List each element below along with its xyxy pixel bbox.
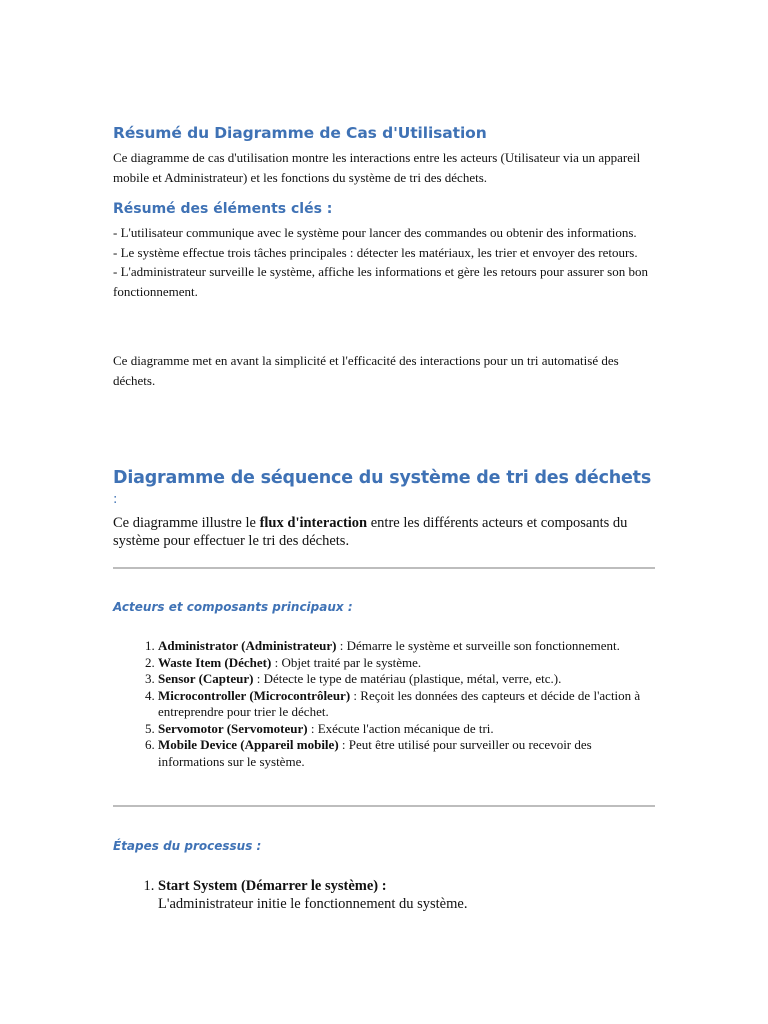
step-desc: L'administrateur initie le fonctionnement du système. (158, 896, 468, 912)
component-desc: : Peut être utilisé pour surveiller ou recevoir des informations sur le système. (158, 737, 592, 769)
components-list (113, 638, 655, 770)
key-elements-title: Résumé des éléments clés : (113, 201, 333, 217)
list-item (158, 638, 655, 655)
sequence-intro-start: Ce diagramme illustre le (113, 515, 260, 531)
component-name: Sensor (Capteur) (158, 671, 254, 686)
sequence-intro-end: entre les différents acteurs et composants du système pour effectuer le tri des déchets. (113, 515, 628, 549)
sequence-title-text: Diagramme de séquence du système de tri des déchets (113, 468, 652, 488)
summary-title: Résumé du Diagramme de Cas d'Utilisation (113, 124, 487, 142)
horizontal-divider (113, 567, 655, 569)
sequence-intro-bold: flux d'interaction (259, 515, 368, 531)
sequence-title-colon: : (113, 492, 118, 507)
summary-intro: Ce diagramme de cas d'utilisation montre les interactions entre les acteurs (Utilisateur via un appareil mobile et Administrateur) et les fonctions du système de tri des déchets. (113, 150, 641, 185)
list-item (158, 721, 655, 738)
key-point: - L'administrateur surveille le système, affiche les informations et gère les retours pour assurer son bon fonctionnement. (113, 264, 648, 299)
list-item (158, 655, 655, 672)
components-title: Acteurs et composants principaux : (113, 600, 353, 614)
component-name: Waste Item (Déchet) (158, 654, 272, 670)
component-desc: : Démarre le système et surveille son fonctionnement. (336, 638, 620, 653)
sequence-title (113, 468, 655, 508)
summary-conclusion: Ce diagramme met en avant la simplicité et l'efficacité des interactions pour un tri automatisé des déchets. (113, 353, 619, 388)
component-name: Mobile Device (Appareil mobile) (158, 737, 339, 752)
list-item (158, 737, 655, 770)
list-item (158, 671, 655, 688)
component-desc: : Objet traité par le système. (271, 654, 422, 670)
step-name: Start System (Démarrer le système) : (158, 878, 387, 894)
component-name: Servomotor (Servomoteur) (158, 720, 308, 736)
key-point: - L'utilisateur communique avec le système pour lancer des commandes ou obtenir des informations. (113, 225, 637, 240)
key-points-list (113, 223, 655, 301)
steps-list (113, 877, 655, 913)
component-name: Microcontroller (Microcontrôleur) (158, 687, 351, 703)
component-desc: : Détecte le type de matériau (plastique, métal, verre, etc.). (253, 671, 562, 686)
sequence-intro (113, 514, 655, 550)
key-point: - Le système effectue trois tâches principales : détecter les matériaux, les trier et envoyer des retours. (113, 244, 638, 260)
component-name: Administrator (Administrateur) (158, 638, 337, 653)
component-desc: : Exécute l'action mécanique de tri. (307, 720, 494, 736)
horizontal-divider (113, 805, 655, 807)
component-desc: : Reçoit les données des capteurs et décide de l'action à entreprendre pour trier le déchet. (158, 687, 641, 719)
steps-title: Étapes du processus : (113, 839, 262, 853)
list-item (158, 688, 655, 721)
list-item (158, 877, 655, 913)
